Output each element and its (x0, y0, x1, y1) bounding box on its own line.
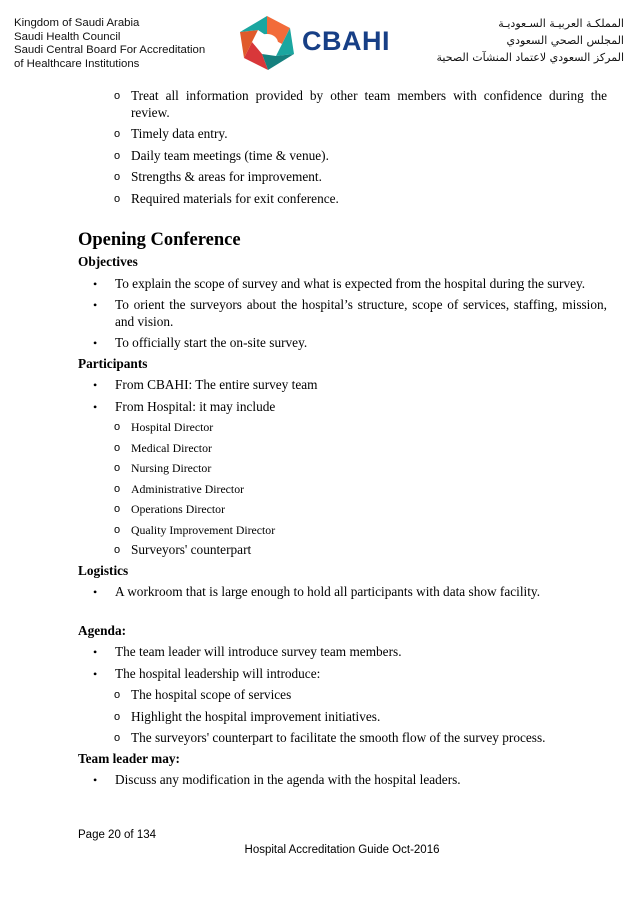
list-item: • The team leader will introduce survey team members. (93, 644, 402, 659)
objectives-heading: Objectives (78, 254, 138, 269)
team-leader-heading: Team leader may: (78, 750, 180, 766)
list-item: o Administrative Director (114, 481, 245, 496)
header-line: Kingdom of Saudi Arabia (14, 17, 140, 29)
list-item: o Daily team meetings (time & venue). (114, 147, 329, 163)
header-line: Saudi Health Council (14, 30, 121, 43)
header-line: Saudi Central Board For Accreditation (14, 44, 206, 57)
list-item: • To orient the surveyors about the hospital’s structure, scope of services, staffing, mission, and vision. (93, 297, 607, 329)
list-item: o Required materials for exit conference. (114, 190, 339, 206)
footer-title: Hospital Accreditation Guide Oct-2016 (244, 844, 440, 856)
list-item: o The surveyors' counterpart to facilitate the smooth flow of the survey process. (114, 730, 546, 745)
list-item: o Nursing Director (114, 461, 212, 475)
page-number: Page 20 of 134 (78, 829, 157, 841)
list-item: o Hospital Director (114, 420, 214, 434)
list-item: o Timely data entry. (114, 126, 228, 141)
list-item: o The hospital scope of services (114, 687, 292, 702)
list-item: o Strengths & areas for improvement. (114, 169, 322, 184)
list-item: • Discuss any modification in the agenda with the hospital leaders. (93, 772, 461, 787)
list-item: • To officially start the on-site survey. (93, 335, 308, 350)
page-body (78, 85, 607, 789)
header-line-arabic: المركز السعودي لاعتماد المنشآت الصحية (436, 51, 624, 64)
list-item: o Medical Director (114, 440, 212, 455)
list-item: o Quality Improvement Director (114, 522, 276, 537)
logistics-heading: Logistics (78, 562, 129, 578)
cbahi-logo (238, 14, 388, 70)
header-arabic-org (437, 15, 624, 66)
participants-heading: Participants (78, 355, 148, 371)
header-line: of Healthcare Institutions (14, 57, 140, 70)
agenda-heading: Agenda: (78, 622, 127, 638)
list-item: • From Hospital: it may include (93, 398, 276, 414)
list-item: o Surveyors' counterpart (114, 542, 252, 557)
logo-wordmark: CBAHI (302, 26, 390, 56)
header-line-arabic: المملكـة العربيـة السـعوديـة (498, 17, 624, 30)
section-title: Opening Conference (78, 230, 241, 250)
list-item: o Highlight the hospital improvement initiatives. (114, 708, 381, 724)
list-item: • To explain the scope of survey and what is expected from the hospital during the survey. (93, 275, 586, 291)
header-english-org (14, 17, 205, 71)
list-item: • The hospital leadership will introduce: (93, 665, 321, 681)
list-item: • A workroom that is large enough to hold all participants with data show facility. (93, 584, 541, 599)
list-item: o Operations Director (114, 502, 226, 516)
header-line-arabic: المجلس الصحي السعودي (506, 34, 624, 47)
cbahi-logo-icon (238, 14, 296, 72)
list-item: o Treat all information provided by other team members with confidence during the review. (114, 88, 607, 120)
list-item: • From CBAHI: The entire survey team (93, 377, 318, 392)
